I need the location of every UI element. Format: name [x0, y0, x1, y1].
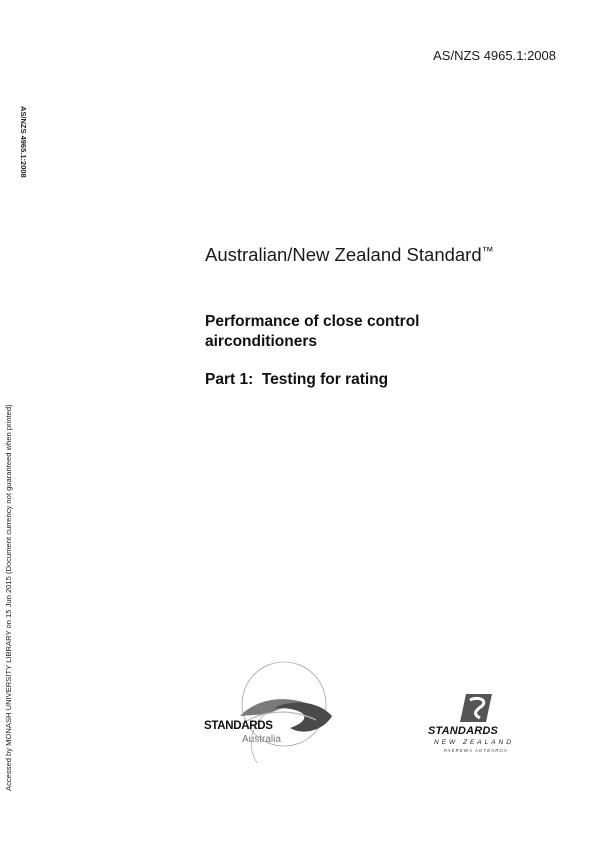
- standards-australia-sub: Australia: [242, 734, 281, 745]
- access-note: Accessed by MONASH UNIVERSITY LIBRARY on 15 Jun 2015 (Document currency not guaranteed when printed): [4, 404, 13, 791]
- standards-nz-emblem-icon: [448, 692, 508, 724]
- standard-type-label: Australian/New Zealand Standard: [205, 244, 482, 265]
- standards-nz-sub2: PAEREWA AOTEAROA: [444, 748, 508, 753]
- standard-type: [205, 244, 494, 266]
- standards-nz-sub: NEW ZEALAND: [434, 739, 514, 746]
- doc-part: Part 1: Testing for rating: [205, 371, 389, 388]
- doc-code-header: AS/NZS 4965.1:2008: [433, 48, 556, 63]
- spine-doc-code: AS/NZS 4965.1:2008: [19, 106, 28, 178]
- standards-nz-word: STANDARDS: [428, 725, 499, 737]
- doc-title: Performance of close control airconditioners: [205, 313, 420, 350]
- standards-australia-word: STANDARDS: [204, 720, 273, 732]
- standards-nz-logo: [428, 692, 528, 756]
- trademark-symbol: ™: [481, 244, 494, 258]
- standards-australia-logo: [202, 658, 352, 790]
